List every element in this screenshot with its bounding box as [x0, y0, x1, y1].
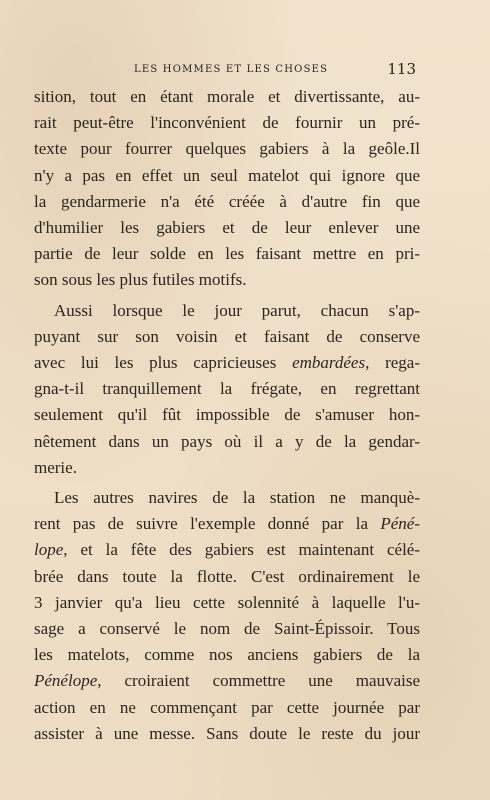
- body-text: [34, 84, 420, 747]
- text-line: sition, tout en étant morale et divertissante, au-: [34, 87, 420, 106]
- text-run: , croiraient commettre une mauvaise: [97, 671, 420, 691]
- text-run: rent pas de suivre l'exemple donné par la: [34, 514, 381, 534]
- text-line: [34, 350, 420, 376]
- text-line: texte pour fourrer quelques gabiers à la geôle.Il: [34, 139, 420, 159]
- text-line: Aussi lorsque le jour parut, chacun s'ap-: [54, 300, 420, 320]
- text-run: avec lui les plus capricieuses: [34, 353, 293, 373]
- text-line: gna-t-il tranquillement la frégate, en regrettant: [34, 379, 420, 399]
- text-line: puyant sur son voisin et faisant de conserve: [34, 326, 420, 346]
- italic-run: Pénélope: [34, 671, 98, 691]
- text-line: 3 janvier qu'a lieu cette solennité à laquelle l'u-: [34, 592, 420, 612]
- italic-run: Péné-: [380, 514, 420, 534]
- text-line: d'humilier les gabiers et de leur enlever une: [34, 218, 420, 238]
- text-line: assister à une messe. Sans doute le reste du jour: [34, 723, 420, 743]
- text-line: nêtement dans un pays où il a y de la gendar-: [34, 431, 420, 451]
- text-line: seulement qu'il fût impossible de s'amuser hon-: [34, 405, 420, 425]
- text-line: merie.: [34, 457, 77, 477]
- running-title: LES HOMMES ET LES CHOSES: [134, 64, 329, 75]
- italic-run: embardées: [292, 353, 366, 373]
- text-run: , et la fête des gabiers est maintenant célé-: [63, 540, 420, 560]
- text-run: , rega-: [365, 353, 420, 373]
- text-line: Les autres navires de la station ne manquè-: [54, 488, 420, 508]
- text-line: les matelots, comme nos anciens gabiers de la: [34, 645, 420, 665]
- paragraph: [34, 485, 420, 747]
- text-line: la gendarmerie n'a été créée à d'autre fin que: [34, 191, 420, 211]
- paragraph: [34, 84, 420, 294]
- text-line: son sous les plus futiles motifs.: [34, 270, 247, 290]
- text-line: action en ne commençant par cette journée par: [34, 697, 420, 717]
- text-line: [34, 537, 420, 563]
- page-header: [34, 60, 420, 80]
- italic-run: lope: [34, 540, 64, 560]
- text-line: [34, 668, 420, 694]
- paragraph: [34, 298, 420, 481]
- text-line: brée dans toute la flotte. C'est ordinairement le: [34, 566, 420, 586]
- page-number: 113: [387, 60, 416, 78]
- text-line: partie de leur solde en les faisant mettre en pri-: [34, 244, 420, 264]
- text-line: rait peut-être l'inconvénient de fournir un pré-: [34, 113, 420, 133]
- text-line: sage a conservé le nom de Saint-Épissoir. Tous: [34, 619, 420, 639]
- text-line: [34, 511, 420, 537]
- text-line: n'y a pas en effet un seul matelot qui ignore que: [34, 165, 420, 185]
